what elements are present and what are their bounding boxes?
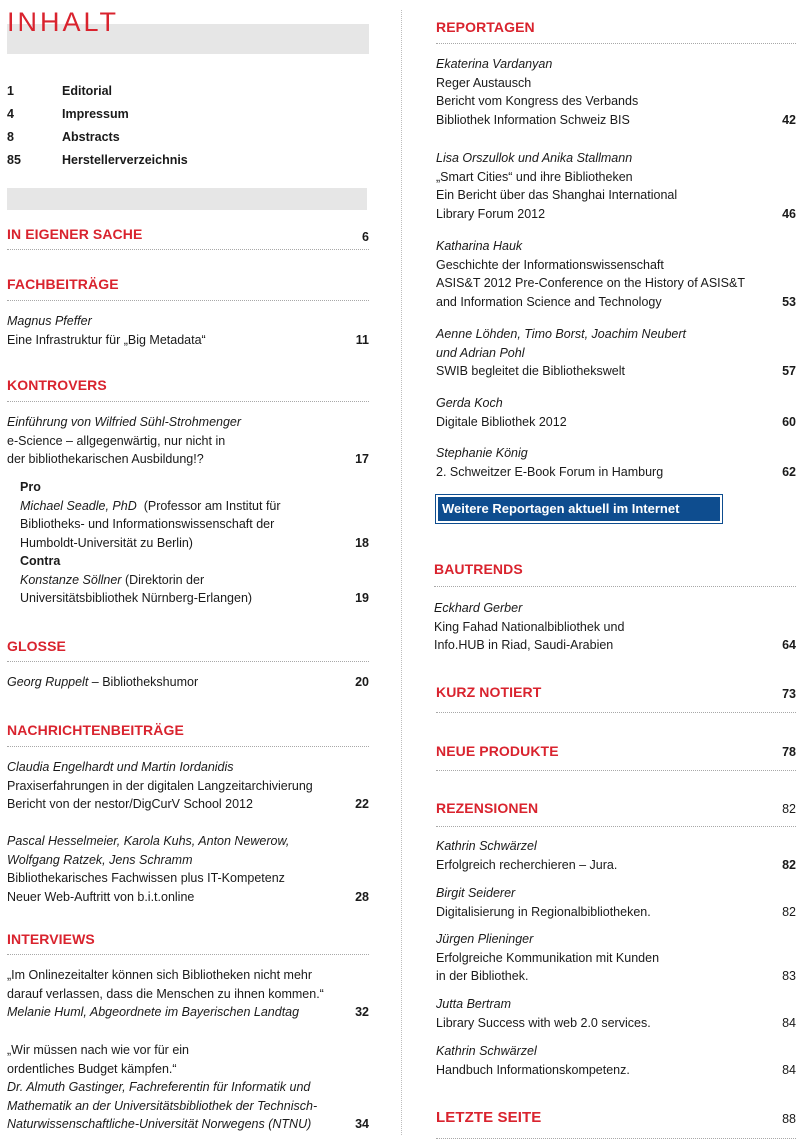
article-author: Michael Seadle, PhD [20, 498, 137, 513]
article-author: Gerda Koch [436, 396, 503, 410]
article-entry[interactable] [436, 55, 796, 129]
interview-person: Mathematik an der Universitätsbibliothek der Technisch- [7, 1098, 318, 1113]
review-title: Library Success with web 2.0 services. [436, 1015, 651, 1030]
review-title: Digitalisierung in Regionalbibliotheken. [436, 904, 651, 919]
section-title: LETZTE SEITE [436, 1109, 542, 1126]
page-number: 73 [782, 687, 796, 701]
article-title-line: Bibliothek Information Schweiz BIS [436, 112, 630, 127]
page-number: 20 [355, 675, 369, 689]
article-entry-pro[interactable] [20, 478, 369, 552]
article-entry[interactable] [434, 599, 796, 655]
interview-quote: ordentliches Budget kämpfen.“ [7, 1061, 177, 1076]
article-entry[interactable] [436, 325, 796, 381]
review-title: in der Bibliothek. [436, 969, 529, 983]
review-title: Handbuch Informationskompetenz. [436, 1062, 630, 1077]
article-title-line: Neuer Web-Auftritt von b.i.t.online [7, 889, 195, 904]
article-title-line: Digitale Bibliothek 2012 [436, 414, 567, 429]
article-title-line: der bibliothekarischen Ausbildung!? [7, 452, 204, 466]
section-kurz-notiert[interactable] [436, 683, 796, 703]
page-number: 84 [782, 1062, 796, 1077]
page-number: 82 [782, 904, 796, 919]
page-number: 22 [355, 797, 369, 811]
article-author: Georg Ruppelt [7, 675, 89, 689]
toc-num: 8 [7, 130, 14, 144]
article-title-line: (Professor am Institut für [143, 498, 281, 513]
page-number: 62 [782, 464, 796, 479]
interview-person: Melanie Huml, Abgeordnete im Bayerischen Landtag [7, 1005, 300, 1019]
right-column [436, 0, 796, 1145]
section-divider [436, 1138, 796, 1139]
interview-quote: darauf verlassen, dass die Menschen zu ihnen kommen.“ [7, 986, 324, 1001]
page-number: 46 [782, 206, 796, 221]
page-number: 78 [782, 745, 796, 759]
section-title: IN EIGENER SACHE [7, 226, 143, 242]
section-title: REPORTAGEN [436, 19, 535, 35]
interview-person: Naturwissenschaftliche-Universität Norwegens (NTNU) [7, 1117, 312, 1131]
article-author: Aenne Löhden, Timo Borst, Joachim Neubert [436, 327, 687, 341]
article-title-line: Reger Austausch [436, 75, 532, 90]
page-number: 60 [782, 414, 796, 429]
article-title-line: Bericht vom Kongress des Verbands [436, 94, 639, 108]
section-letzte-seite[interactable] [436, 1109, 796, 1128]
article-entry[interactable] [7, 312, 369, 349]
left-column [7, 0, 369, 1145]
article-title-line: ASIS&T 2012 Pre-Conference on the History of ASIS&T [436, 276, 745, 290]
article-entry[interactable] [436, 444, 796, 481]
article-author: Eckhard Gerber [434, 601, 523, 615]
page-number: 28 [355, 889, 369, 904]
section-title: NACHRICHTENBEITRÄGE [7, 722, 184, 738]
review-entry[interactable] [436, 884, 796, 921]
article-entry[interactable] [436, 394, 796, 431]
article-author: Lisa Orszullok und Anika Stallmann [436, 151, 633, 165]
article-title-line: Ein Bericht über das Shanghai International [436, 188, 678, 202]
section-divider [436, 712, 796, 713]
section-divider [7, 249, 369, 250]
article-author: Konstanze Söllner [20, 572, 122, 587]
article-author: Katharina Hauk [436, 239, 523, 253]
article-author: Claudia Engelhardt und Martin Iordanidis [7, 760, 234, 774]
section-divider [434, 586, 796, 587]
column-divider [401, 10, 402, 1135]
article-title: – Bibliothekshumor [91, 675, 199, 689]
article-title-line: Universitätsbibliothek Nürnberg-Erlangen) [20, 591, 253, 605]
contra-label: Contra [20, 554, 61, 568]
interview-person: Dr. Almuth Gastinger, Fachreferentin für Informatik und [7, 1080, 311, 1094]
article-title-line: Bibliothekarisches Fachwissen plus IT-Kompetenz [7, 871, 285, 885]
review-author: Birgit Seiderer [436, 886, 516, 900]
interview-entry[interactable] [7, 1041, 369, 1134]
article-author: Ekaterina Vardanyan [436, 57, 553, 71]
page-number: 17 [355, 452, 369, 466]
toc-num: 4 [7, 107, 14, 121]
toc-num: 85 [7, 153, 21, 167]
article-author: Einführung von Wilfried Sühl-Strohmenger [7, 415, 242, 429]
toc-label[interactable]: Abstracts [62, 130, 120, 144]
page-number: 11 [355, 332, 369, 347]
section-reportagen-title [436, 18, 796, 38]
section-title: REZENSIONEN [436, 800, 539, 816]
page-number: 82 [782, 802, 796, 816]
article-title: Eine Infrastruktur für „Big Metadata“ [7, 332, 206, 347]
page-number: 32 [355, 1005, 369, 1019]
article-title-line: King Fahad Nationalbibliothek und [434, 619, 625, 634]
article-entry[interactable] [7, 832, 369, 906]
review-entry[interactable] [436, 995, 796, 1032]
section-divider [436, 43, 796, 44]
page-number: 88 [782, 1112, 796, 1126]
article-entry[interactable] [436, 149, 796, 223]
article-entry[interactable] [7, 673, 369, 692]
article-author: Magnus Pfeffer [7, 314, 92, 328]
page-number: 64 [782, 638, 796, 652]
toc-num: 1 [7, 84, 14, 98]
page-title: INHALT [7, 7, 120, 37]
section-bar [7, 188, 367, 210]
review-entry[interactable] [436, 837, 796, 874]
pro-label: Pro [20, 480, 41, 494]
section-nachrichten-title [7, 721, 369, 741]
article-author: und Adrian Pohl [436, 345, 525, 360]
article-title-line: (Direktorin der [124, 572, 205, 587]
review-title: Erfolgreiche Kommunikation mit Kunden [436, 950, 660, 965]
page-number: 18 [355, 535, 369, 550]
section-kontrovers-title [7, 376, 369, 396]
toc-label[interactable]: Herstellerverzeichnis [62, 153, 188, 167]
page-number: 6 [362, 230, 369, 244]
article-title-line: Geschichte der Informationswissenschaft [436, 257, 664, 272]
section-divider [7, 661, 369, 662]
article-entry[interactable] [436, 237, 796, 311]
section-title: FACHBEITRÄGE [7, 276, 119, 292]
section-divider [7, 401, 369, 402]
section-title: GLOSSE [7, 638, 66, 654]
article-entry[interactable] [7, 758, 369, 814]
more-reports-link[interactable]: Weitere Reportagen aktuell im Internet [438, 497, 720, 521]
article-title-line: Info.HUB in Riad, Saudi-Arabien [434, 638, 614, 652]
section-divider [436, 826, 796, 827]
article-author: Stephanie König [436, 446, 528, 460]
review-author: Kathrin Schwärzel [436, 839, 537, 853]
section-divider [436, 770, 796, 771]
section-title: KONTROVERS [7, 377, 107, 393]
page-number: 82 [782, 857, 796, 872]
article-title-line: e-Science – allgegenwärtig, nur nicht in [7, 433, 226, 448]
review-entry[interactable] [436, 930, 796, 986]
section-fachbeitraege-title [7, 275, 369, 295]
interview-quote: „Im Onlinezeitalter können sich Bibliotheken nicht mehr [7, 968, 313, 982]
article-entry-contra[interactable] [20, 552, 369, 608]
toc-label[interactable]: Editorial [62, 84, 113, 98]
review-author: Jutta Bertram [436, 997, 512, 1011]
section-divider [7, 954, 369, 955]
article-author: Pascal Hesselmeier, Karola Kuhs, Anton Newerow, [7, 834, 290, 848]
article-author: Wolfgang Ratzek, Jens Schramm [7, 852, 193, 867]
review-author: Jürgen Plieninger [436, 932, 534, 946]
review-title: Erfolgreich recherchieren – Jura. [436, 857, 618, 872]
page-number: 83 [782, 969, 796, 983]
article-title-line: and Information Science and Technology [436, 294, 662, 309]
interview-quote: „Wir müssen nach wie vor für ein [7, 1043, 190, 1057]
section-title: NEUE PRODUKTE [436, 743, 559, 759]
section-divider [7, 746, 369, 747]
section-glosse-title [7, 637, 369, 657]
section-title: KURZ NOTIERT [436, 684, 542, 700]
section-rezensionen[interactable] [436, 799, 796, 819]
section-divider [7, 300, 369, 301]
article-entry[interactable] [7, 413, 369, 469]
article-title-line: Library Forum 2012 [436, 206, 546, 221]
toc-label[interactable]: Impressum [62, 107, 129, 121]
article-title-line: Praxiserfahrungen in der digitalen Langzeitarchivierung [7, 778, 313, 793]
review-entry[interactable] [436, 1042, 796, 1079]
section-interviews-title [7, 930, 369, 950]
section-title: INTERVIEWS [7, 931, 95, 947]
interview-entry[interactable] [7, 966, 369, 1022]
section-bautrends-title [434, 560, 796, 580]
page-number: 57 [782, 364, 796, 378]
page-number: 34 [355, 1117, 369, 1131]
section-title: BAUTRENDS [434, 561, 523, 577]
article-title-line: Humboldt-Universität zu Berlin) [20, 535, 193, 550]
page-number: 42 [782, 112, 796, 127]
article-title-line: SWIB begleitet die Bibliothekswelt [436, 364, 625, 378]
review-author: Kathrin Schwärzel [436, 1044, 537, 1058]
article-title-line: „Smart Cities“ und ihre Bibliotheken [436, 169, 633, 184]
page-number: 53 [782, 294, 796, 309]
section-neue-produkte[interactable] [436, 742, 796, 762]
page-number: 19 [355, 591, 369, 605]
section-in-eigener-sache[interactable] [7, 225, 369, 245]
article-title-line: Bibliotheks- und Informationswissenschaft der [20, 517, 275, 531]
article-title-line: 2. Schweitzer E-Book Forum in Hamburg [436, 464, 664, 479]
article-title-line: Bericht von der nestor/DigCurV School 2012 [7, 797, 253, 811]
page-number: 84 [782, 1015, 796, 1030]
